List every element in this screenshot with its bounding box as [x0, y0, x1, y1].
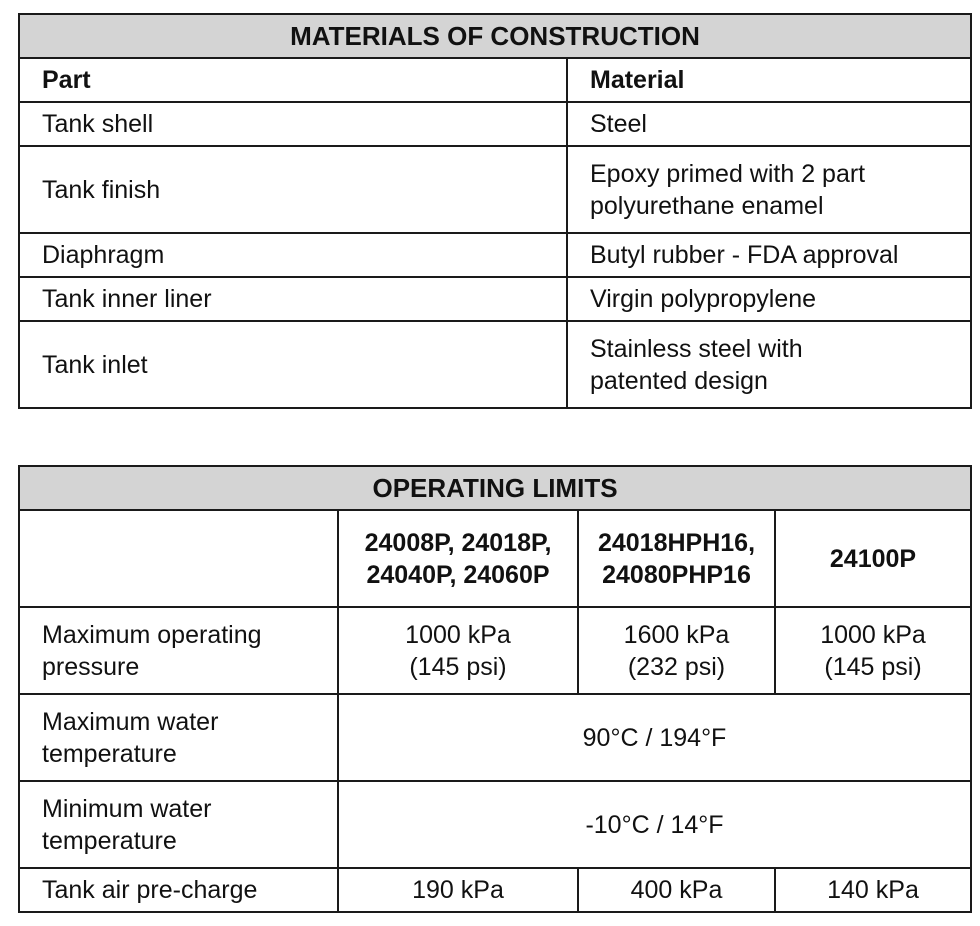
- material-line: Epoxy primed with 2 part: [590, 159, 866, 188]
- value-line: 1600 kPa: [623, 620, 730, 649]
- table-row: [19, 781, 971, 868]
- value-cell: 190 kPa: [338, 868, 578, 912]
- table-row: [19, 277, 971, 321]
- value-cell: 400 kPa: [578, 868, 775, 912]
- materials-title: MATERIALS OF CONSTRUCTION: [19, 14, 971, 58]
- part-cell: Tank inlet: [19, 321, 567, 408]
- materials-table: [18, 13, 972, 409]
- value-cell: [775, 607, 971, 694]
- table-row: [19, 321, 971, 408]
- label-line: temperature: [42, 826, 177, 855]
- label-line: Maximum operating: [42, 620, 262, 649]
- model-line: 24100P: [829, 544, 917, 573]
- model-line: 24080PHP16: [602, 560, 751, 589]
- material-line: patented design: [590, 366, 768, 395]
- row-label: Tank air pre-charge: [19, 868, 338, 912]
- material-line: polyurethane enamel: [590, 191, 824, 220]
- value-line: (232 psi): [627, 652, 726, 681]
- operating-limits-title: OPERATING LIMITS: [19, 466, 971, 510]
- table-row: [19, 146, 971, 233]
- value-line: (145 psi): [409, 652, 507, 681]
- part-cell: Tank finish: [19, 146, 567, 233]
- part-cell: Tank shell: [19, 102, 567, 146]
- part-column-header: Part: [19, 58, 567, 102]
- value-line: (145 psi): [824, 652, 922, 681]
- table-row: [19, 694, 971, 781]
- material-cell: [567, 146, 971, 233]
- table-row: [19, 102, 971, 146]
- table-row: [19, 607, 971, 694]
- model-column-header: [775, 510, 971, 607]
- table-row: [19, 868, 971, 912]
- table-row: [19, 233, 971, 277]
- part-cell: Diaphragm: [19, 233, 567, 277]
- model-line: 24008P, 24018P,: [364, 528, 552, 557]
- material-cell: [567, 321, 971, 408]
- row-label: [19, 781, 338, 868]
- material-cell: Butyl rubber - FDA approval: [567, 233, 971, 277]
- empty-header-cell: [19, 510, 338, 607]
- row-label: [19, 694, 338, 781]
- model-line: 24040P, 24060P: [366, 560, 550, 589]
- value-line: 1000 kPa: [820, 620, 926, 649]
- value-cell: [338, 607, 578, 694]
- label-line: pressure: [42, 652, 140, 681]
- label-line: temperature: [42, 739, 177, 768]
- value-cell: 90°C / 194°F: [338, 694, 971, 781]
- part-cell: Tank inner liner: [19, 277, 567, 321]
- material-column-header: Material: [567, 58, 971, 102]
- material-line: Stainless steel with: [590, 334, 803, 363]
- value-cell: 140 kPa: [775, 868, 971, 912]
- value-cell: [578, 607, 775, 694]
- row-label: [19, 607, 338, 694]
- label-line: Maximum water: [42, 707, 219, 736]
- material-cell: Virgin polypropylene: [567, 277, 971, 321]
- material-cell: Steel: [567, 102, 971, 146]
- operating-limits-table: [18, 465, 972, 913]
- value-cell: -10°C / 14°F: [338, 781, 971, 868]
- model-column-header: [578, 510, 775, 607]
- model-line: 24018HPH16,: [597, 528, 756, 557]
- model-column-header: [338, 510, 578, 607]
- value-line: 1000 kPa: [405, 620, 511, 649]
- label-line: Minimum water: [42, 794, 212, 823]
